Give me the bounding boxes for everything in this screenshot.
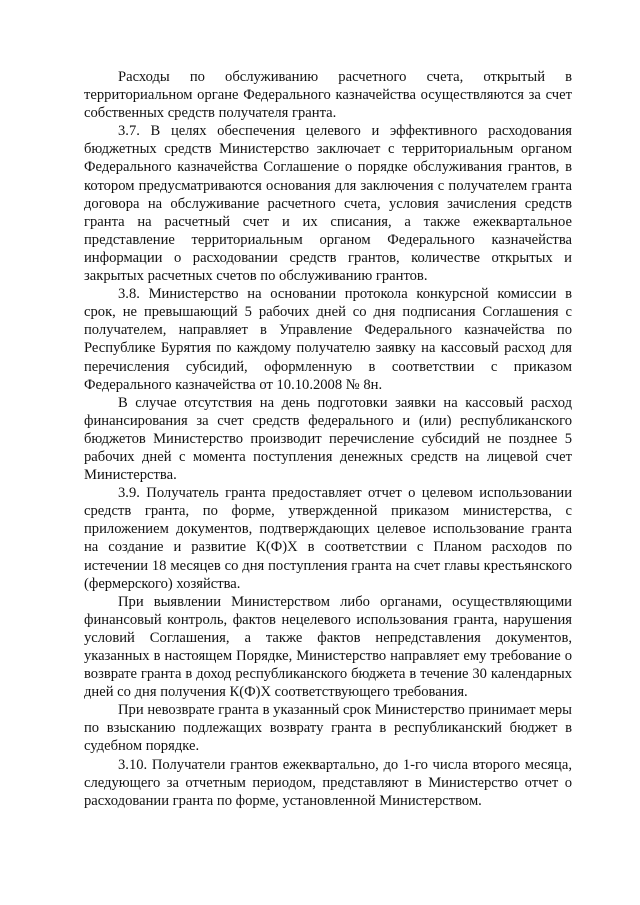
paragraph-3-9: 3.9. Получатель гранта предоставляет отчет о целевом использовании средств гранта, по форме, утвержденной приказом министерства, с приложением документов, подтверждающих целевое использование гранта на создание и развитие К(Ф)Х в соответствии с Планом расходов по истечении 18 месяцев со дня поступления гранта на счет главы крестьянского (фермерского) хозяйства. [84,485,572,592]
paragraph-3-8: 3.8. Министерство на основании протокола конкурсной комиссии в срок, не превышающий 5 рабочих дней со дня подписания Соглашения с получателем, направляет в Управление Федерального казначейства по Республике Бурятия по каждому получателю заявку на кассовый расход для перечисления субсидий, оформленную в соответствии с приказом Федерального казначейства от 10.10.2008 № 8н. [84,286,572,393]
paragraph-account-expenses: Расходы по обслуживанию расчетного счета, открытый в территориальном органе Федерального казначейства осуществляются за счет собственных средств получателя гранта. [84,69,572,122]
document-page [84,68,572,810]
paragraph-violations: При выявлении Министерством либо органами, осуществляющими финансовый контроль, фактов нецелевого использования гранта, нарушения условий Соглашения, а также фактов непредставления документов, указанных в настоящем Порядке, Министерство направляет ему требование о возврате гранта в доход республиканского бюджета в течение 30 календарных дней со дня получения К(Ф)Х соответствующего требования. [84,593,572,701]
paragraph-non-return: При невозврате гранта в указанный срок Министерство принимает меры по взысканию подлежащих возврату гранта в республиканский бюджет в судебном порядке. [84,702,572,755]
paragraph-3-7: 3.7. В целях обеспечения целевого и эффективного расходования бюджетных средств Министерство заключает с территориальным органом Федерального казначейства Соглашение о порядке обслуживания грантов, в котором предусматриваются основания для заключения с получателем гранта договора на обслуживание расчетного счета, условия зачисления средств гранта на расчетный счет и их списания, а также ежеквартальное представление территориальным органом Федерального казначейства информации о расходовании средств грантов, количестве открытых и закрытых расчетных счетов по обслуживанию грантов. [84,123,572,285]
paragraph-absence-of-funding: В случае отсутствия на день подготовки заявки на кассовый расход финансирования за счет средств федерального и (или) республиканского бюджетов Министерство производит перечисление субсидий не позднее 5 рабочих дней с момента поступления денежных средств на лицевой счет Министерства. [84,394,572,484]
paragraph-3-10: 3.10. Получатели грантов ежеквартально, до 1-го числа второго месяца, следующего за отчетным периодом, представляют в Министерство отчет о расходовании гранта по форме, установленной Министерством. [84,756,572,809]
